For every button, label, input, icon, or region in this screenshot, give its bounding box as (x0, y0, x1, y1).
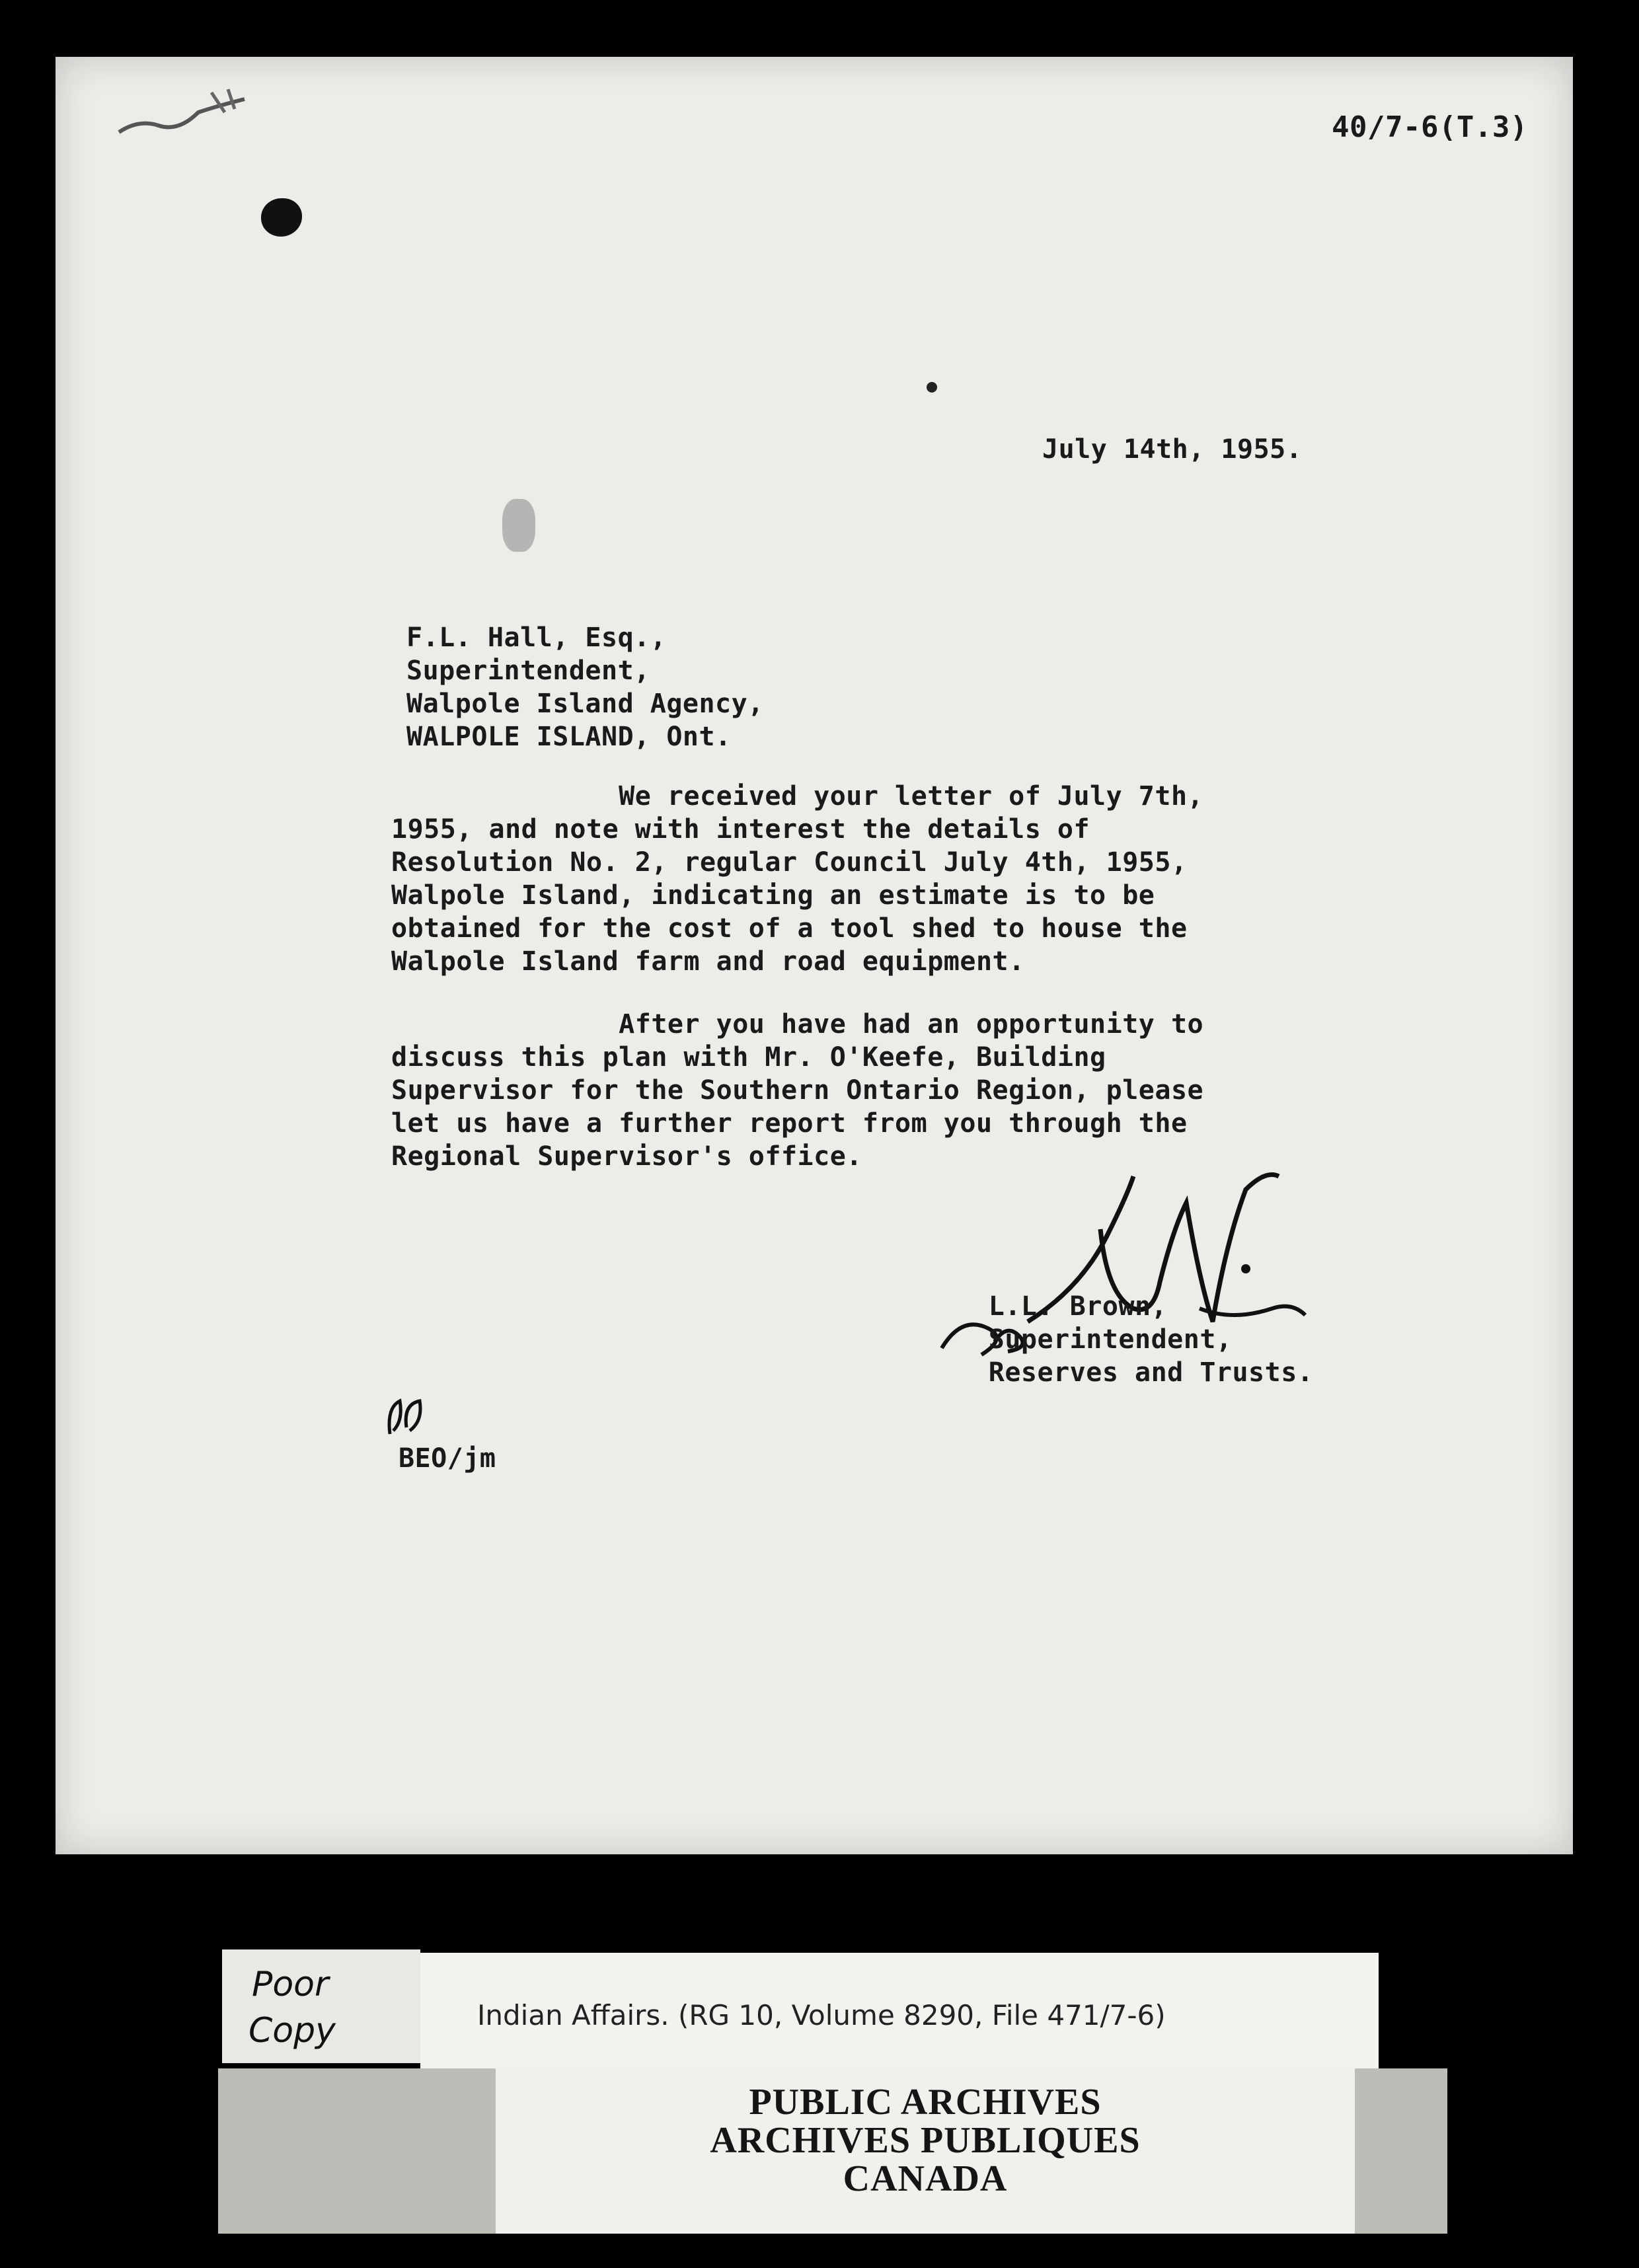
paragraph-2 (391, 1008, 1203, 1173)
recipient-address (406, 621, 764, 753)
archives-stamp (218, 2068, 1447, 2234)
body-line: Supervisor for the Southern Ontario Region, please (391, 1075, 1204, 1106)
signature-line: Reserves and Trusts. (940, 1357, 1314, 1388)
archives-line: CANADA (843, 2158, 1008, 2199)
body-line: Regional Supervisor's office. (391, 1141, 862, 1172)
signature-line: L.L. Brown, (940, 1291, 1168, 1322)
citation-label (420, 1953, 1379, 2068)
paragraph-1 (391, 780, 1203, 978)
body-line: We received your letter of July 7th, (391, 781, 1204, 812)
poor-copy-word: Poor (252, 1965, 329, 2004)
body-line: obtained for the cost of a tool shed to house the (391, 913, 1188, 944)
body-line: 1955, and note with interest the details of (391, 814, 1090, 845)
archives-stamp-text (496, 2068, 1355, 2234)
tape-strip (218, 2068, 496, 2234)
letter-date: July 14th, 1955. (1042, 434, 1303, 465)
poor-copy-word: Copy (248, 2011, 336, 2051)
archive-citation: Indian Affairs. (RG 10, Volume 8290, File 471/7-6) (477, 1999, 1166, 2031)
body-line: let us have a further report from you through the (391, 1108, 1188, 1139)
poor-copy-note (222, 1949, 420, 2063)
file-reference: 40/7-6(T.3) (1332, 110, 1528, 144)
signature-block (940, 1290, 1313, 1389)
recipient-line: Walpole Island Agency, (406, 689, 764, 719)
archives-line: PUBLIC ARCHIVES (749, 2082, 1102, 2123)
smudge-mark (502, 499, 535, 552)
signature-line: Superintendent, (940, 1324, 1233, 1355)
body-line: Resolution No. 2, regular Council July 4th, 1955, (391, 847, 1188, 878)
handwritten-initials (383, 1394, 436, 1441)
typist-initials: BEO/jm (399, 1443, 496, 1474)
body-line: After you have had an opportunity to (391, 1009, 1204, 1040)
body-line: Walpole Island, indicating an estimate is to be (391, 880, 1155, 911)
tape-strip (1355, 2068, 1447, 2234)
pencil-scribble-mark (112, 73, 264, 145)
recipient-line: WALPOLE ISLAND, Ont. (406, 722, 732, 752)
body-line: discuss this plan with Mr. O'Keefe, Building (391, 1042, 1106, 1073)
ink-dot (927, 382, 937, 393)
body-line: Walpole Island farm and road equipment. (391, 946, 1025, 977)
recipient-line: F.L. Hall, Esq., (406, 623, 667, 653)
recipient-line: Superintendent, (406, 656, 650, 686)
archives-line: ARCHIVES PUBLIQUES (710, 2120, 1141, 2161)
